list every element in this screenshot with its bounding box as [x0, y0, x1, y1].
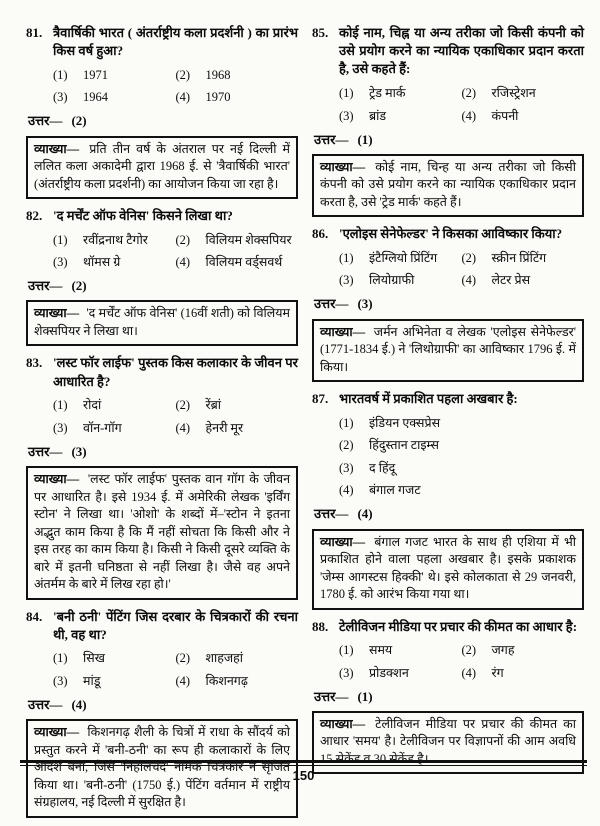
option-number: (4) [339, 483, 354, 498]
option [339, 83, 462, 106]
option [176, 229, 299, 252]
option-label: विलियम वर्ड्सवर्थ [205, 255, 283, 270]
explanation-text: कोई नाम, चिन्ह या अन्य तरीका जो किसी कंपनी को उसे प्रयोग करने का न्यायिक एकाधिकार प्रदान करता है, उसे 'ट्रेड मार्क' कहते हैं। [320, 159, 576, 209]
question-text: त्रैवार्षिकी भारत ( अंतर्राष्ट्रीय कला प्रदर्शनी ) का प्रारंभ किस वर्ष हुआ? [53, 25, 298, 59]
option-number: (2) [461, 250, 477, 265]
option-number: (3) [339, 665, 354, 680]
answer-line [28, 443, 298, 461]
question-number: 85. [312, 25, 329, 40]
option-number: (1) [339, 415, 354, 430]
option-number: (2) [175, 232, 191, 247]
explanation-label: व्याख्या— [34, 306, 80, 321]
option-label: रवींद्रनाथ टैगोर [83, 232, 148, 247]
option-label: हेनरी मूर [205, 420, 244, 435]
answer-value: (4) [357, 506, 373, 522]
option-label: 1970 [205, 90, 231, 105]
explanation-text: 'द मर्चेंट ऑफ वेनिस' (16वीं शती) को विलियम शेक्सपियर ने लिखा था। [34, 306, 290, 338]
option [176, 670, 299, 693]
option [462, 662, 585, 685]
question-block [312, 618, 584, 775]
option-number: (3) [53, 90, 68, 105]
option-label: हिंदुस्तान टाइम्स [369, 438, 439, 453]
question-text: 'लस्ट फॉर लाईफ' पुस्तक किस कलाकार के जीवन पर आधारित है? [53, 355, 298, 389]
option [176, 395, 299, 418]
explanation-paragraph [34, 305, 290, 340]
explanation-text: प्रति तीन वर्ष के अंतराल पर नई दिल्ली में ललित कला अकादेमी द्वारा 1968 ई. से 'त्रैवार्षिकी भारत' (अंतर्राष्ट्रीय कला प्रदर्शनी) का आयोजन किया जा रहा है। [34, 141, 291, 191]
answer-label: उत्तर— [28, 696, 63, 712]
option-number: (4) [461, 665, 477, 680]
question-head [26, 24, 298, 60]
option-label: रजिस्ट्रेशन [491, 86, 536, 101]
question-columns [26, 24, 584, 826]
explanation-label: व्याख्या— [320, 716, 366, 731]
option [339, 247, 462, 270]
answer-value: (2) [71, 113, 87, 129]
options-group [53, 229, 298, 274]
question-text: टेलीविजन मीडिया पर प्रचार की कीमत का आधार है: [339, 618, 578, 634]
answer-label: उत्तर— [314, 688, 349, 704]
left-column [26, 24, 298, 826]
answer-value: (4) [71, 696, 87, 712]
option-number: (1) [53, 67, 68, 82]
option-label: कंपनी [491, 108, 519, 123]
option [53, 417, 176, 440]
explanation-paragraph [320, 324, 576, 377]
option-label: रेंब्रां [205, 398, 221, 413]
question-head [26, 608, 298, 644]
explanation-label: व्याख्या— [34, 141, 80, 156]
answer-label: उत्तर— [28, 443, 63, 459]
option [176, 648, 299, 671]
answer-line [314, 505, 584, 523]
question-number: 83. [26, 355, 43, 371]
explanation-box [26, 466, 298, 600]
answer-label: उत्तर— [314, 296, 349, 312]
option-label: ब्रांड [369, 108, 387, 123]
explanation-label: व्याख्या— [320, 534, 366, 549]
options-group [53, 64, 298, 109]
option-number: (1) [53, 651, 68, 666]
question-text: कोई नाम, चिह्न या अन्य तरीका जो किसी कंपनी को उसे प्रयोग करने का न्यायिक एकाधिकार प्रदान करता है, उसे कहते हैं: [339, 25, 584, 77]
question-number: 84. [26, 608, 43, 624]
question-head [312, 24, 584, 79]
option [462, 640, 585, 663]
option-label: किशनगढ़ [205, 673, 248, 688]
question-head [26, 354, 298, 390]
option [462, 83, 585, 106]
answer-label: उत्तर— [28, 278, 63, 294]
option-number: (3) [53, 420, 68, 435]
answer-line [314, 295, 584, 313]
answer-value: (1) [357, 131, 373, 147]
option-number: (1) [339, 250, 354, 265]
question-block [26, 207, 298, 346]
explanation-label: व्याख्या— [320, 159, 366, 174]
option-label: ट्रेड मार्क [369, 86, 406, 101]
option [339, 435, 584, 458]
option-number: (1) [339, 643, 354, 658]
option-label: मांडू [83, 673, 101, 688]
page-footer [20, 760, 587, 785]
answer-line [28, 277, 298, 295]
answer-value: (3) [71, 443, 87, 459]
answer-line [314, 131, 584, 149]
page-number: 150 [292, 768, 315, 783]
answer-label: उत्तर— [314, 506, 349, 522]
explanation-paragraph [34, 471, 290, 594]
option-label: लियोग्राफी [369, 273, 415, 288]
option [339, 105, 462, 128]
question-block [312, 225, 584, 382]
option-label: रंग [491, 665, 504, 680]
option-number: (1) [53, 232, 68, 247]
option-label: द हिंदू [369, 460, 396, 475]
option-label: जगह [491, 643, 515, 658]
option [53, 670, 176, 693]
options-group [339, 247, 584, 292]
option-number: (4) [175, 673, 191, 688]
question-head [312, 390, 584, 408]
question-number: 87. [312, 391, 329, 407]
option-number: (4) [461, 273, 477, 288]
explanation-box [26, 136, 298, 200]
explanation-text: जर्मन अभिनेता व लेखक 'एलोइस सेनेफेल्डर' (1771-1834 ई.) ने 'लिथोग्राफी' का आविष्कार 1796 ई. में किया। [320, 324, 576, 374]
option-label: सिख [83, 651, 105, 666]
explanation-label: व्याख्या— [34, 472, 80, 486]
question-number: 86. [312, 226, 329, 242]
option [462, 247, 585, 270]
question-number: 81. [26, 25, 43, 40]
option-label: 1964 [83, 90, 108, 105]
option-label: 1968 [205, 67, 231, 82]
answer-value: (2) [71, 278, 87, 294]
option-label: रोदां [83, 398, 102, 413]
answer-value: (1) [357, 688, 373, 704]
footer-rule-thick [20, 760, 587, 763]
option-number: (3) [53, 673, 68, 688]
option-number: (2) [175, 651, 191, 666]
option-label: 1971 [83, 67, 108, 82]
option-number: (1) [339, 86, 354, 101]
question-number: 82. [26, 208, 43, 224]
option [53, 64, 176, 87]
question-head [312, 225, 584, 243]
question-number: 88. [312, 618, 329, 634]
option [462, 270, 585, 293]
option-number: (3) [339, 273, 354, 288]
explanation-box [312, 319, 584, 383]
option-label: इंटैग्लियो प्रिंटिंग [369, 250, 438, 265]
options-group [339, 412, 584, 502]
option-number: (2) [461, 86, 477, 101]
option-number: (1) [53, 398, 68, 413]
answer-value: (3) [357, 296, 373, 312]
explanation-paragraph [320, 159, 576, 212]
option-label: इंडियन एक्सप्रेस [369, 415, 441, 430]
option [53, 229, 176, 252]
explanation-text: टेलीविजन मीडिया पर प्रचार की कीमत का आधार 'समय' है। टेलीविजन पर विज्ञापनों की आम अवधि 15 सेकेंड व 30 सेकेंड है। [320, 716, 576, 766]
option-number: (3) [339, 108, 354, 123]
question-block [312, 24, 584, 217]
option [339, 640, 462, 663]
options-group [53, 395, 298, 440]
option [53, 395, 176, 418]
options-group [53, 648, 298, 693]
explanation-box [312, 154, 584, 218]
option [53, 252, 176, 275]
option-number: (2) [461, 643, 477, 658]
question-text: 'द मर्चेंट ऑफ वेनिस' किसने लिखा था? [53, 208, 233, 224]
explanation-text: बंगाल गजट भारत के साथ ही एशिया में भी प्रकाशित होने वाला पहला अखबार है। इसके प्रकाशक 'जेम्स आगस्टस हिक्की' थे। इसे कोलकाता से 29 जनवरी, 1780 ई. को आरंभ किया गया था। [320, 534, 576, 601]
question-text: 'बनी ठनी' पेंटिंग जिस दरबार के चित्रकारों की रचना थी, वह था? [53, 608, 298, 642]
right-column [312, 24, 584, 826]
option-number: (4) [175, 420, 191, 435]
option [339, 270, 462, 293]
question-head [312, 618, 584, 636]
option [176, 87, 299, 110]
question-block [26, 608, 298, 818]
option-label: वॉन-गॉग [83, 420, 122, 435]
question-head [26, 207, 298, 225]
option-number: (2) [175, 67, 191, 82]
option-number: (4) [175, 90, 191, 105]
option-number: (3) [339, 460, 354, 475]
option [339, 480, 584, 503]
explanation-label: व्याख्या— [34, 725, 80, 740]
option-label: समय [369, 643, 393, 658]
explanation-text: किशनगढ़ शैली के चित्रों में राधा के सौंदर्य को प्रस्तुत करने में 'बनी-ठनी' का रूप ही कलाकारों के लिए आदर्श बना, जिसे 'निहालचंद' नामक चित्रकार ने सृजित किया था। 'बनी-ठनी' (1750 ई.) पेंटिंग वर्तमान में राष्ट्रीय संग्रहालय, नई दिल्ली में सुरक्षित है। [34, 725, 290, 810]
answer-label: उत्तर— [314, 131, 349, 147]
answer-label: उत्तर— [28, 113, 63, 129]
option-number: (2) [339, 438, 354, 453]
option-number: (4) [461, 108, 477, 123]
option [53, 648, 176, 671]
option-label: विलियम शेक्सपियर [205, 232, 292, 247]
option [176, 252, 299, 275]
question-block [312, 390, 584, 609]
option-label: लेटर प्रेस [491, 273, 531, 288]
option [339, 662, 462, 685]
option [339, 457, 584, 480]
options-group [339, 83, 584, 128]
option-number: (4) [175, 255, 191, 270]
explanation-text: 'लस्ट फॉर लाईफ' पुस्तक वान गॉग के जीवन पर आधारित है। इसे 1934 ई. में अमेरिकी लेखक 'इर्विंग स्टोन' ने लिखा था। 'ओशो' के शब्दों में–'स्टोन ने इतना अद्भुत काम किया है कि मैं नहीं सोचता कि किसी और ने इस तरह का काम किया है। किसी ने किसी दूसरे व्यक्ति के बारे में इतनी घनिष्ठता से नहीं लिखा है। जैसे वह अपने अंतर्मम के बारे में लिख रहा हो।' [34, 472, 291, 591]
question-text: 'एलोइस सेनेफेल्डर' ने किसका आविष्कार किया? [339, 226, 563, 242]
question-block [26, 24, 298, 199]
question-block [26, 354, 298, 599]
option-label: स्क्रीन प्रिंटिंग [491, 250, 547, 265]
option [53, 87, 176, 110]
explanation-paragraph [34, 141, 290, 194]
option-label: शाहजहां [205, 651, 244, 666]
option-label: बंगाल गजट [369, 483, 421, 498]
option-label: थॉमस ग्रे [83, 255, 121, 270]
options-group [339, 640, 584, 685]
option [176, 64, 299, 87]
question-text: भारतवर्ष में प्रकाशित पहला अखबार है: [339, 391, 518, 407]
explanation-paragraph [320, 534, 576, 604]
option-label: प्रोडक्शन [369, 665, 409, 680]
explanation-label: व्याख्या— [320, 324, 366, 339]
explanation-box [26, 300, 298, 346]
answer-line [28, 696, 298, 714]
option-number: (3) [53, 255, 68, 270]
option [176, 417, 299, 440]
answer-line [28, 112, 298, 130]
option [339, 412, 584, 435]
option [462, 105, 585, 128]
explanation-box [312, 529, 584, 610]
answer-line [314, 688, 584, 706]
option-number: (2) [175, 398, 191, 413]
